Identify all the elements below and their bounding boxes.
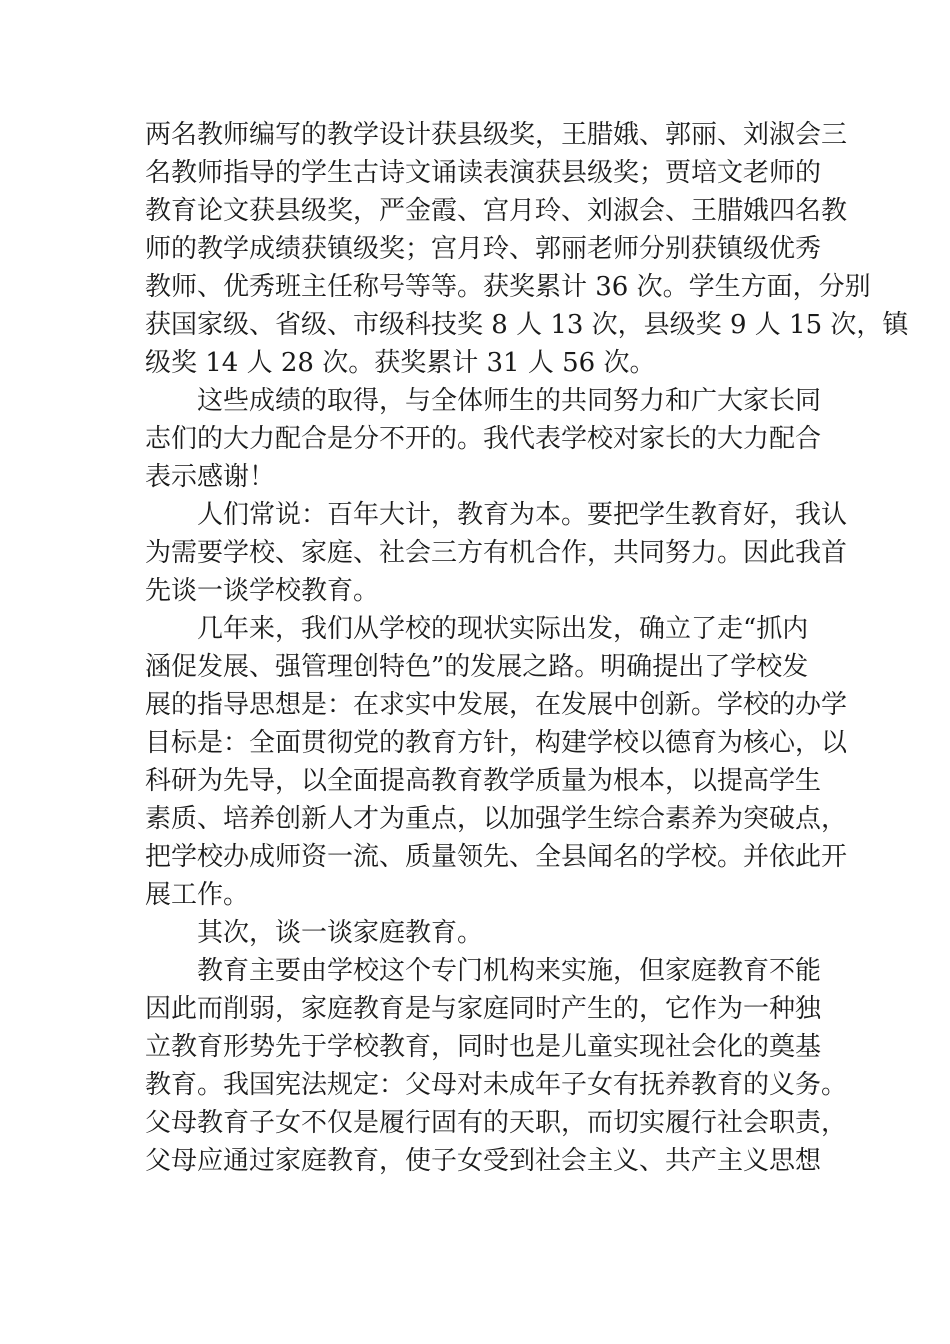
text-line: 师的教学成绩获镇级奖；宫月玲、郭丽老师分别获镇级优秀 [145, 234, 822, 264]
paragraph-first-line: 这些成绩的取得，与全体师生的共同努力和广大家长同 [197, 386, 822, 416]
text-line: 科研为先导，以全面提高教育教学质量为根本，以提高学生 [145, 766, 822, 796]
text-line: 把学校办成师资一流、质量领先、全县闻名的学校。并依此开 [145, 842, 848, 872]
text-line: 父母教育子女不仅是履行固有的天职，而切实履行社会职责， [145, 1108, 848, 1138]
text-line: 展的指导思想是：在求实中发展，在发展中创新。学校的办学 [145, 690, 848, 720]
paragraph-first-line: 其次，谈一谈家庭教育。 [197, 918, 484, 948]
text-line: 级奖 14 人 28 次。获奖累计 31 人 56 次。 [145, 348, 656, 378]
text-line: 教师、优秀班主任称号等等。获奖累计 36 次。学生方面，分别 [145, 272, 871, 302]
paragraph-first-line: 人们常说：百年大计，教育为本。要把学生教育好，我认 [197, 500, 848, 530]
text-line: 名教师指导的学生古诗文诵读表演获县级奖；贾培文老师的 [145, 158, 822, 188]
text-line: 教育。我国宪法规定：父母对未成年子女有抚养教育的义务。 [145, 1070, 848, 1100]
document-body [145, 116, 909, 1180]
paragraph-first-line: 教育主要由学校这个专门机构来实施，但家庭教育不能 [197, 956, 822, 986]
text-line: 目标是：全面贯彻党的教育方针，构建学校以德育为核心，以 [145, 728, 848, 758]
text-line: 因此而削弱，家庭教育是与家庭同时产生的，它作为一种独 [145, 994, 822, 1024]
text-line: 为需要学校、家庭、社会三方有机合作，共同努力。因此我首 [145, 538, 848, 568]
text-line: 素质、培养创新人才为重点，以加强学生综合素养为突破点， [145, 804, 848, 834]
paragraph-first-line: 几年来，我们从学校的现状实际出发，确立了走“抓内 [197, 614, 809, 644]
text-line: 涵促发展、强管理创特色”的发展之路。明确提出了学校发 [145, 652, 809, 682]
text-line: 获国家级、省级、市级科技奖 8 人 13 次，县级奖 9 人 15 次，镇 [145, 310, 909, 340]
text-line: 先谈一谈学校教育。 [145, 576, 380, 606]
text-line: 教育论文获县级奖，严金霞、宫月玲、刘淑会、王腊娥四名教 [145, 196, 848, 226]
text-line: 两名教师编写的教学设计获县级奖，王腊娥、郭丽、刘淑会三 [145, 120, 848, 150]
text-line: 志们的大力配合是分不开的。我代表学校对家长的大力配合 [145, 424, 822, 454]
text-line: 立教育形势先于学校教育，同时也是儿童实现社会化的奠基 [145, 1032, 822, 1062]
text-line: 展工作。 [145, 880, 250, 910]
text-line: 表示感谢！ [145, 462, 276, 492]
text-line: 父母应通过家庭教育，使子女受到社会主义、共产主义思想 [145, 1146, 822, 1176]
